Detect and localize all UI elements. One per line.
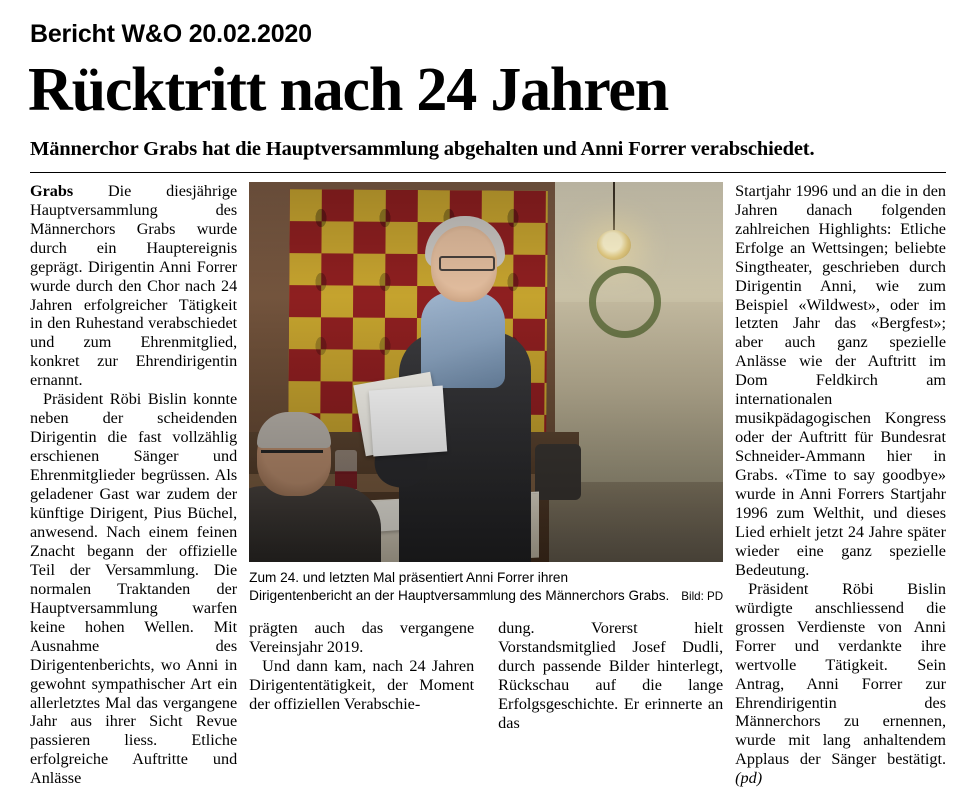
figure-caption-text: Zum 24. und letzten Mal präsentiert Anni Forrer ihren Dirigentenbericht an der Hauptversammlung des Männerchors Grabs. bbox=[249, 569, 670, 603]
article-column-4 bbox=[723, 182, 946, 789]
article-column-1 bbox=[30, 182, 249, 789]
photo-vignette bbox=[249, 182, 723, 562]
article-photo bbox=[249, 182, 723, 562]
article-column-3 bbox=[486, 619, 723, 733]
paragraph-intro-text: Die diesjährige Hauptversammlung des Männerchors Grabs wurde durch ein Hauptereignis geprägt. Dirigentin Anni Forrer wurde durch den Chor nach 24 Jahren erfolgreicher Tätigkeit in den Ruhestand verabschiedet und zum Ehrenmitglied, konkret zur Ehrendirigentin ernannt. bbox=[30, 181, 238, 390]
page-title: Rücktritt nach 24 Jahren bbox=[28, 56, 669, 124]
source-label: Bericht W&O 20.02.2020 bbox=[30, 20, 312, 48]
paragraph-col2-1: prägten auch das vergangene Vereinsjahr 2019. bbox=[249, 619, 475, 657]
paragraph-col4-2-text: Präsident Röbi Bislin würdigte anschliessend die grossen Verdienste von Anni Forrer und verdankte ihre wertvolle Tätigkeit. Sein Antrag, Anni Forrer zur Ehrendirigentin des Männerchors zu ernennen, wurde mit lang anhaltendem Applaus der Sänger bestätigt. bbox=[735, 579, 946, 769]
paragraph-col3-1: dung. Vorerst hielt Vorstandsmitglied Josef Dudli, durch passende Bilder hinterlegt, Rückschau auf die lange Erfolgsgeschichte. Er erinnerte an das bbox=[498, 619, 724, 732]
paragraph-col4-1: Startjahr 1996 und an die in den Jahren danach folgenden zahlreichen Highlights: Etliche Erfolge an Wettsingen; beliebte Singtheater, geschrieben durch Dirigentin Anni, wie zum Beispiel «Wildwest», oder im letzten Jahr das «Bergfest»; aber auch ganz spezielle Anlässe wie der Auftritt im Dom Feldkirch am internationalen musikpädagogischen Kongress oder der Auftritt für Bundesrat Schneider-Ammann hier in Grabs. «Time to say goodbye» wurde in Anni Forrers Startjahr 1996 zum Welthit, und dieses Lied erhielt jetzt 24 Jahre später wieder eine ganz spezielle Bedeutung. bbox=[735, 181, 946, 579]
article-center-block bbox=[249, 182, 723, 789]
header-divider bbox=[30, 172, 946, 173]
newspaper-article-page bbox=[0, 22, 976, 794]
paragraph-col1-2: Präsident Röbi Bislin konnte neben der scheidenden Dirigentin die fast vollzählig erschienen Sänger und Ehrenmitglieder begrüssen. Als geladener Gast war zudem der künftige Dirigent, Pius Büchel, anwesend. Nach einem feinen Znacht begann der offizielle Teil der Versammlung. Die normalen Traktanden der Hauptversammlung warfen keine hohen Wellen. Mit Ausnahme des Dirigentenberichts, wo Anni in gewohnt sympathischer Art ein allerletztes Mal das vergangene Jahr aus ihrer Sicht Revue passieren liess. Etliche erfolgreiche Auftritte und Anlässe bbox=[30, 390, 238, 788]
author-signature: (pd) bbox=[735, 769, 763, 788]
article-figure bbox=[249, 182, 723, 605]
article-lower-columns bbox=[249, 619, 723, 733]
article-columns bbox=[30, 182, 946, 789]
paragraph-col2-2: Und dann kam, nach 24 Jahren Dirigententätigkeit, der Moment der offiziellen Verabschie- bbox=[249, 657, 475, 714]
figure-caption-credit: Bild: PD bbox=[681, 589, 724, 603]
article-column-2 bbox=[249, 619, 486, 733]
dateline: Grabs bbox=[30, 181, 74, 200]
figure-caption bbox=[249, 569, 723, 605]
article-subheadline: Männerchor Grabs hat die Hauptversammlung abgehalten und Anni Forrer verabschiedet. bbox=[30, 138, 815, 161]
paragraph-intro bbox=[30, 182, 237, 390]
paragraph-col4-2 bbox=[735, 580, 946, 788]
